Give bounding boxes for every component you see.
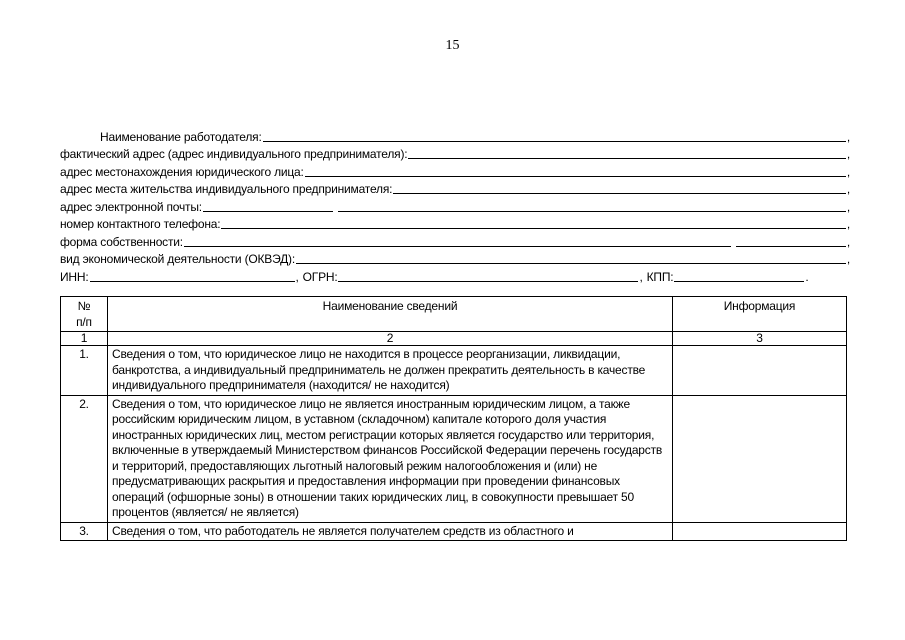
phone-field[interactable]: номер контактного телефона: , [60, 217, 850, 231]
ownership-label: форма собственности: [60, 234, 183, 249]
residence-address-label: адрес места жительства индивидуального предпринимателя: [60, 182, 393, 196]
row-number: 3. [61, 522, 108, 541]
row-text: Сведения о том, что работодатель не является получателем средств из областного и [108, 522, 673, 541]
column-number-3: 3 [673, 332, 847, 346]
row-text: Сведения о том, что юридическое лицо не является иностранным юридическим лицом, а также российским юридическим лицом, в уставном (складочном) капитале которого доля участия иностранных юридических лиц, местом регистрации которых является государство или территория, включенные в утверждаемый Министерством финансов Российской Федерации перечень государств и территорий, предоставляющих льготный налоговый режим налогообложения и (или) не предусматривающих раскрытия и предоставления информации при проведении финансовых операций (офшорные зоны) в отношении таких юридических лиц, в совокупности превышает 50 процентов (является/ не является) [108, 395, 673, 522]
inn-label: ИНН: [60, 269, 89, 284]
column-number-1: 1 [61, 332, 108, 346]
header-info: Информация [673, 297, 847, 332]
inn-line[interactable] [90, 269, 295, 282]
row-number: 2. [61, 395, 108, 522]
column-number-2: 2 [108, 332, 673, 346]
kpp-line[interactable] [674, 269, 804, 282]
table-header-row [61, 297, 847, 332]
employer-name-line[interactable] [263, 129, 846, 142]
ogrn-line[interactable] [338, 269, 638, 282]
okved-field[interactable]: вид экономической деятельности (ОКВЭД): , [60, 252, 850, 266]
row-info-cell[interactable] [673, 522, 847, 541]
email-label: адрес электронной почты: [60, 199, 202, 214]
ownership-line-1[interactable] [184, 234, 731, 247]
table-row [61, 346, 847, 396]
ownership-field[interactable]: форма собственности: , [60, 234, 850, 249]
employer-name-label: Наименование работодателя: [100, 129, 262, 144]
row-text: Сведения о том, что юридическое лицо не находится в процессе реорганизации, ликвидации, банкротства, а индивидуальный предприниматель не должен прекратить деятельность в качестве индивидуального предпринимателя (находится/ не находится) [108, 346, 673, 396]
header-name: Наименование сведений [108, 297, 673, 332]
table-row [61, 395, 847, 522]
row-number: 1. [61, 346, 108, 396]
requisites-field: ИНН: , ОГРН: , КПП: . [60, 269, 809, 284]
actual-address-field[interactable]: фактический адрес (адрес индивидуального предпринимателя): , [60, 147, 850, 161]
kpp-label: КПП: [646, 269, 674, 284]
phone-label: номер контактного телефона: [60, 217, 221, 231]
row-info-cell[interactable] [673, 395, 847, 522]
ownership-line-2[interactable] [736, 234, 846, 247]
ogrn-label: ОГРН: [302, 269, 338, 284]
email-line-1[interactable] [203, 199, 333, 212]
employer-form [60, 126, 850, 284]
header-num: № п/п [61, 297, 108, 332]
residence-address-field[interactable]: адрес места жительства индивидуального предпринимателя: , [60, 182, 850, 196]
information-table [60, 296, 847, 541]
email-line-2[interactable] [338, 199, 846, 212]
legal-address-label: адрес местонахождения юридического лица: [60, 164, 304, 179]
email-field[interactable]: адрес электронной почты: , [60, 199, 850, 214]
legal-address-field[interactable]: адрес местонахождения юридического лица: , [60, 164, 850, 179]
employer-name-field[interactable]: Наименование работодателя: , [100, 129, 850, 144]
page-number: 15 [445, 38, 460, 53]
legal-address-line[interactable] [305, 164, 846, 177]
actual-address-line[interactable] [408, 146, 845, 159]
actual-address-label: фактический адрес (адрес индивидуального предпринимателя): [60, 147, 408, 161]
residence-address-line[interactable] [393, 181, 846, 194]
column-numbers-row [61, 332, 847, 346]
okved-label: вид экономической деятельности (ОКВЭД): [60, 252, 295, 266]
table-row [61, 522, 847, 541]
okved-line[interactable] [296, 251, 846, 264]
row-info-cell[interactable] [673, 346, 847, 396]
phone-line[interactable] [221, 216, 846, 229]
